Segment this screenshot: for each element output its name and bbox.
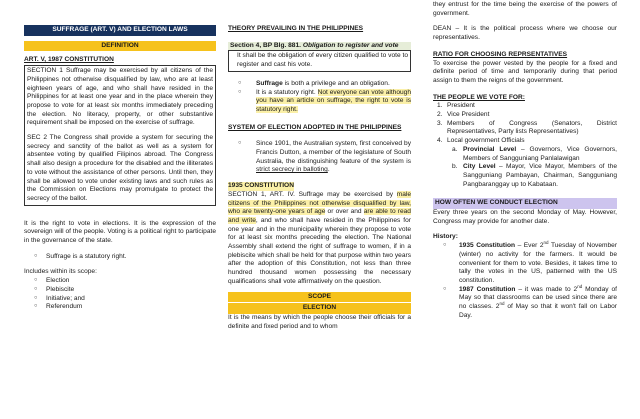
city-label: City Level [463,163,496,171]
theory-list [228,80,411,115]
sec1935-highlight-1: male citizens of the Philippines not otherwise disqualified by law, who are twenty-one years of age [228,190,411,216]
statutory-highlight: Not everyone can vote although you have an article on suffrage, the right to vote is statutory right. [256,88,412,113]
vote-item-local [433,137,617,146]
h1987-sup-1: nd [577,283,583,289]
theory-heading: THEORY PREVAILING IN THE PHILIPPINES [228,25,364,32]
alpha-a: a. [452,145,458,153]
vote-text-2: Vice President [447,111,490,119]
art-v-heading: ART. V, 1987 CONSTITUTION [24,56,114,64]
people-heading: THE PEOPLE WE VOTE FOR: [433,93,525,101]
alpha-b: b. [452,163,458,171]
vote-list [433,102,617,189]
statutory-list [24,253,216,262]
system-heading: SYSTEM OF ELECTION ADOPTED IN THE PHILIPPINES [228,123,402,131]
vote-num-4: 4. [437,137,443,145]
ratio-heading: RATIO FOR CHOOSING REPRSENTATIVES [433,50,568,58]
bp-881-box [228,50,411,71]
election-text: It is the means by which the people choose their officials for a definite and fixed period and to whom [228,313,411,330]
how-often-text: Every three years on the second Monday of May. However, Congress may provide for another date. [433,209,617,225]
vote-text-3: Members of Congress (Senators, District Representatives, Party lists Representatives) [447,119,617,136]
section-1935-text [228,191,411,287]
section-2-text: SEC 2 The Congress shall provide a system for securing the secrecy and sanctity of the ballot as well as a system for absentee voting by qualified Filipinos abroad. The Congress shall also design a procedure for the disabled and the illiterates to vote without the assistance of other persons. Until then, they shall be allowed to vote under existing laws and such rules as the Commission on Elections may promulgate to protect the secrecy of the ballot. [27,134,213,202]
vote-num-3: 3. [437,119,443,127]
privilege-text: is both a privilege and an obligation. [284,79,390,87]
history-heading: History: [433,233,458,241]
history-1987-item [433,283,618,321]
ratio-text: To exercise the power vested by the people for a fixed and definite period of time and temporarily during that period assign to them the reigns of the government. [433,59,617,84]
definition-bar: DEFINITION [24,41,216,52]
vote-num-2: 2. [437,111,443,119]
column-3 [433,0,617,321]
h1935-a: – Ever 2 [517,242,544,250]
right-to-vote-text: It is the right to vote in elections. It is the expression of the sovereign will of the people. Voting is a political right to participate in the governance of the state. [24,219,216,245]
provincial-label: Provincial Level [463,145,517,153]
h1935-label: 1935 Constitution [459,242,516,250]
system-list [228,140,411,175]
city-text: – Mayor, Vice Mayor, Members of the Sangguniang Pambayan, Chairman, Sangguniang Pangbaranggay up to Kabataan. [463,163,617,188]
h1935-sup: nd [543,239,549,245]
provincial-text: – Governors, Vice Governors, Members of Sangguniang Panlalawigan [463,145,617,162]
section-1-text: SECTION 1 Suffrage may be exercised by all citizens of the Philippines not otherwise disqualified by law, who are at least eighteen years of age, and who shall have resided in the Philippines for at least one year and in the place wherein they propose to vote for at least six months immediately preceding the election. No literacy, property, or other substantive requirement shall be imposed on the exercise of suffrage. [27,67,213,127]
entrust-text: they entrust for the time being the exercise of the powers of government. [433,1,617,17]
h1987-a: – it was made to 2 [518,285,578,293]
column-2 [228,0,411,331]
sec1935-a: SECTION 1, ART. IV. Suffrage may be exercised by [228,190,394,198]
h1935-b: Tuesday of November (winter) no activity for the farmers. It would be convenient for them to vote. Besides, it takes time to tally the votes in the US, patterned with the US constitution. [459,242,618,284]
scope-item-initiative: ○ Initiative; and [24,295,216,304]
scope-bar: SCOPE [228,292,411,303]
h1987-b: Monday of May so that classrooms can be used since there are no classes. 2 [459,285,617,311]
const-1935-heading: 1935 CONSTITUTION [228,182,294,190]
scope-item-plebiscite: ○ Plebiscite [24,286,216,295]
h1987-label: 1987 Constitution [459,285,516,293]
vote-item-vice-president [433,111,617,120]
election-bar: ELECTION [228,303,411,314]
sec1935-highlight-2: are able to read and write [228,208,411,224]
local-item-city [433,163,617,189]
bp-881-title: Obligation to register and vote [302,41,399,49]
bp-881-heading [228,42,411,51]
scope-item-referendum: ○ Referendum [24,303,216,312]
dean-text: DEAN – It is the political process where we choose our representatives. [433,25,617,42]
statutory-item: ○ Suffrage is a statutory right. [24,253,216,262]
australian-system-text: Since 1901, the Australian system, first conceived by Francis Dutton, a member of the legislature of South Australia, the distinguishing feature of the system is [256,140,411,165]
suffrage-word: Suffrage [256,79,283,87]
vote-text-4: Local government Officials [447,137,525,145]
sec1935-b: or over and [327,208,362,216]
australian-system-item: ○ Since 1901, the Australian system, first conceived by Francis Dutton, a member of the legislature of South Australia, the distinguishing feature of the system is strict secrecy in balloting. [228,140,411,175]
local-item-provincial [433,146,617,163]
vote-item-congress [433,120,617,137]
bp-881-label: Section 4, BP Blg. 881. [230,41,301,49]
h1987-c: of May so that it won't fall on Labor Day. [459,303,618,319]
history-list [433,239,618,320]
vote-text-1: President [447,102,475,110]
column-1 [24,0,216,312]
scope-item-election: ○ Election [24,277,216,286]
privilege-item [228,80,411,89]
title-bar: SUFFRAGE (ART. V) AND ELECTION LAWS [24,25,216,36]
sec1935-c: , and who shall have resided in the Philippines for one year and in the municipality wherein they propose to vote for at least six months preceding the election. The National Assembly shall extend the right of suffrage to women, if in a plebiscite which shall be held for that purpose within two years after the adoption of this Constitution, not less than three hundred thousand women possessing the necessary qualifications shall vote affirmatively on the question. [228,216,411,285]
scope-intro: Includes within its scope: [24,268,97,276]
how-often-bar: HOW OFTEN WE CONDUCT ELECTION [433,198,617,209]
history-1935-item [433,239,618,286]
bp-881-text: It shall be the obligation of every citizen qualified to vote to register and cast his vote. [237,52,408,69]
vote-num-1: 1. [437,102,443,110]
statutory-right-item [228,89,411,115]
h1987-sup-2: nd [499,300,505,306]
scope-list [24,277,216,312]
secrecy-underlined: strict secrecy in balloting [256,166,328,174]
statutory-plain: It is a statutory right. [256,88,316,96]
vote-item-president [433,102,617,111]
constitution-box [24,65,216,206]
